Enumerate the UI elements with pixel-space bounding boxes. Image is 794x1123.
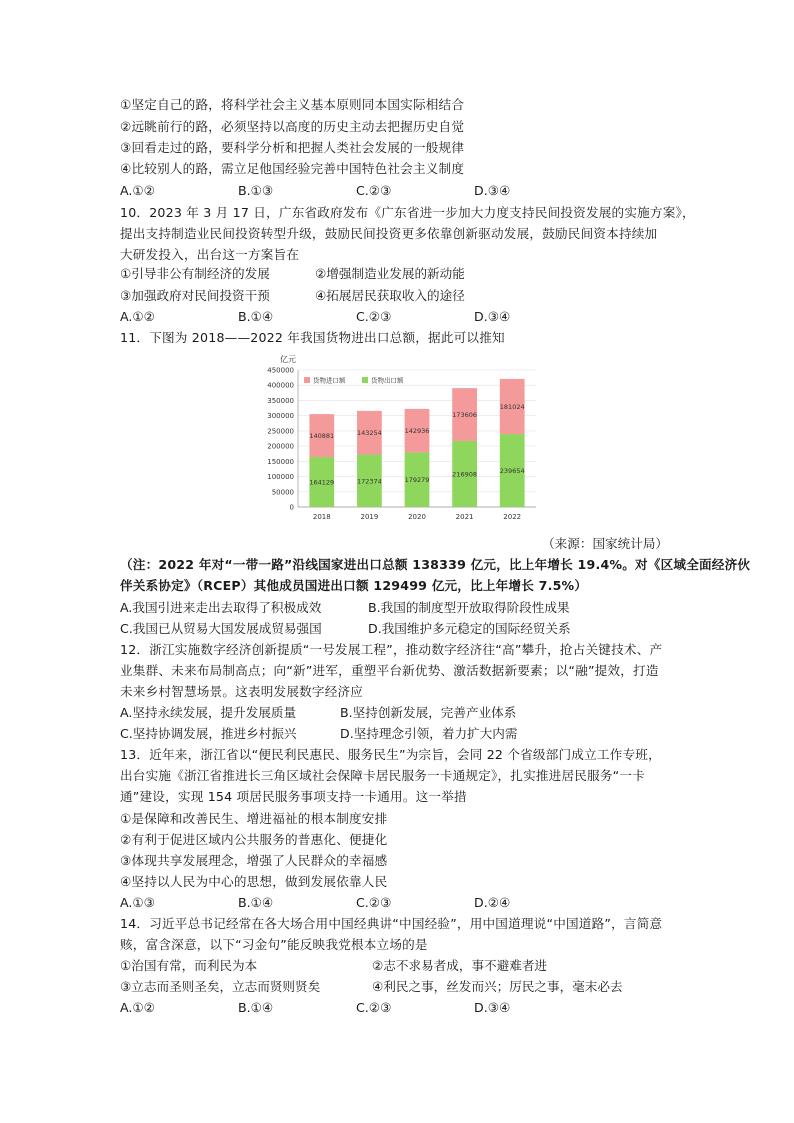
x-tick-label: 2019: [360, 513, 379, 521]
bar-value-label: 181024: [499, 402, 525, 411]
q12-option-c[interactable]: C.坚持协调发展，推进乡村振兴: [120, 726, 297, 741]
y-tick-label: 50000: [271, 488, 294, 497]
trade-chart: [244, 352, 544, 527]
trade-chart-svg: [244, 352, 544, 527]
q9-item-1: ①坚定自己的路，将科学社会主义基本原则同本国实际相结合: [120, 97, 465, 112]
q10-stem-line-1: 10．2023 年 3 月 17 日，广东省政府发布《广东省进一步加大力度支持民间投资发展的实施方案》，: [120, 205, 695, 220]
y-tick-label: 350000: [267, 396, 294, 405]
q9-item-3: ③回看走过的路，要科学分析和把握人类社会发展的一般规律: [120, 140, 465, 155]
q10-stem-line-2: 提出支持制造业民间投资转型升级，鼓励民间投资更多依靠创新驱动发展，鼓励民间资本持续加: [120, 226, 658, 241]
q9-option-d[interactable]: D.③④: [474, 183, 511, 198]
q12-stem-line-3: 未来乡村智慧场景。这表明发展数字经济应: [120, 684, 364, 699]
q10-option-b[interactable]: B.①④: [238, 309, 274, 324]
q14-item-2: ②志不求易者成，事不避难者进: [372, 958, 548, 973]
y-tick-label: 400000: [267, 381, 294, 390]
y-tick-label: 300000: [267, 412, 294, 421]
legend-swatch: [304, 377, 310, 383]
q9-option-a[interactable]: A.①②: [120, 183, 155, 198]
y-tick-label: 150000: [267, 457, 294, 466]
q10-option-d[interactable]: D.③④: [474, 309, 511, 324]
legend-label: 货物进口额: [313, 376, 346, 385]
bar-value-label: 173606: [452, 411, 478, 420]
q10-stem-line-3: 大研发投入，出台这一方案旨在: [120, 247, 300, 262]
bar-value-label: 164129: [309, 478, 335, 487]
q13-stem-line-2: 出台实施《浙江省推进长三角区域社会保障卡居民服务一卡通规定》，扎实推进居民服务“一卡: [120, 768, 645, 783]
q14-stem-line-1: 14．习近平总书记经常在各大场合用中国经典讲“中国经验”，用中国道理说“中国道路”，言简意: [120, 916, 663, 931]
q9-option-b[interactable]: B.①③: [238, 183, 274, 198]
q13-item-4: ④坚持以人民为中心的思想，做到发展依靠人民: [120, 874, 388, 889]
q10-option-a[interactable]: A.①②: [120, 309, 155, 324]
q10-item-2: ②增强制造业发展的新动能: [315, 266, 465, 281]
y-tick-label: 250000: [267, 427, 294, 436]
q11-option-d[interactable]: D.我国维护多元稳定的国际经贸关系: [368, 621, 571, 636]
bar-value-label: 142936: [404, 427, 430, 436]
q14-item-3: ③立志而圣则圣矣，立志而贤则贤矣: [120, 979, 321, 994]
x-tick-label: 2022: [503, 513, 522, 521]
q14-option-a[interactable]: A.①②: [120, 1000, 155, 1015]
legend-label: 货物出口额: [371, 376, 404, 385]
q14-item-4: ④利民之事，丝发而兴；厉民之事，毫末必去: [372, 979, 623, 994]
bar-value-label: 239654: [499, 467, 525, 476]
q13-option-b[interactable]: B.①④: [238, 895, 274, 910]
q12-option-d[interactable]: D.坚持理念引领，着力扩大内需: [340, 726, 518, 741]
bar-value-label: 216908: [452, 470, 478, 479]
q13-option-d[interactable]: D.②④: [474, 895, 511, 910]
q12-option-b[interactable]: B.坚持创新发展，完善产业体系: [340, 705, 517, 720]
q13-item-3: ③体现共享发展理念，增强了人民群众的幸福感: [120, 853, 388, 868]
x-tick-label: 2018: [312, 513, 331, 521]
q13-item-1: ①是保障和改善民生、增进福祉的根本制度安排: [120, 811, 388, 826]
q10-item-1: ①引导非公有制经济的发展: [120, 266, 270, 281]
q13-item-2: ②有利于促进区域内公共服务的普惠化、便捷化: [120, 832, 388, 847]
bar-value-label: 140881: [309, 432, 335, 441]
chart-source: （来源：国家统计局）: [542, 536, 668, 551]
q11-note-line-1: （注：2022 年对“一带一路”沿线国家进出口总额 138339 亿元，比上年增长 19.4%。对《区域全面经济伙: [120, 557, 751, 572]
q12-stem-line-1: 12．浙江实施数字经济创新提质“一号发展工程”，推动数字经济往“高”攀升，抢占关键技术、产: [120, 642, 663, 657]
q10-item-3: ③加强政府对民间投资干预: [120, 288, 270, 303]
q9-option-c[interactable]: C.②③: [356, 183, 392, 198]
q10-option-c[interactable]: C.②③: [356, 309, 392, 324]
q12-stem-line-2: 业集群、未来布局制高点；向“新”进军，重塑平台新优势、激活数据新要素；以“融”提效，打造: [120, 663, 659, 678]
q14-stem-line-2: 赅，富含深意，以下“习金句”能反映我党根本立场的是: [120, 937, 428, 952]
q9-item-2: ②远眺前行的路，必须坚持以高度的历史主动去把握历史自觉: [120, 119, 465, 134]
q14-option-d[interactable]: D.③④: [474, 1000, 511, 1015]
y-tick-label: 200000: [267, 442, 294, 451]
legend-swatch: [362, 377, 368, 383]
q14-option-c[interactable]: C.②③: [356, 1000, 392, 1015]
q14-item-1: ①治国有常，而利民为本: [120, 958, 258, 973]
x-tick-label: 2020: [408, 513, 426, 521]
q11-note-line-2: 伴关系协定》（RCEP）其他成员国进出口额 129499 亿元，比上年增长 7.5%）: [120, 578, 588, 593]
bar-value-label: 179279: [404, 476, 430, 485]
q13-option-a[interactable]: A.①③: [120, 895, 155, 910]
bar-value-label: 143254: [356, 429, 382, 438]
q13-stem-line-3: 通”建设，实现 154 项居民服务事项支持一卡通用。这一举措: [120, 789, 467, 804]
q9-item-4: ④比较别人的路，需立足他国经验完善中国特色社会主义制度: [120, 161, 465, 176]
q11-option-b[interactable]: B.我国的制度型开放取得阶段性成果: [368, 600, 570, 615]
y-axis-unit-label: 亿元: [280, 355, 296, 364]
q13-option-c[interactable]: C.②③: [356, 895, 392, 910]
y-tick-label: 100000: [267, 473, 294, 482]
bar-value-label: 172374: [356, 477, 382, 486]
q10-item-4: ④拓展居民获取收入的途径: [315, 288, 465, 303]
q11-stem: 11．下图为 2018——2022 年我国货物进出口总额，据此可以推知: [120, 330, 505, 345]
q11-option-c[interactable]: C.我国已从贸易大国发展成贸易强国: [120, 621, 322, 636]
q13-stem-line-1: 13．近年来，浙江省以“便民利民惠民、服务民生”为宗旨，会同 22 个省级部门成立工作专班，: [120, 747, 661, 762]
x-tick-label: 2021: [455, 513, 474, 521]
y-tick-label: 450000: [267, 366, 294, 375]
q14-option-b[interactable]: B.①④: [238, 1000, 274, 1015]
y-tick-label: 0: [289, 503, 294, 512]
q11-option-a[interactable]: A.我国引进来走出去取得了积极成效: [120, 600, 322, 615]
q12-option-a[interactable]: A.坚持永续发展，提升发展质量: [120, 705, 297, 720]
